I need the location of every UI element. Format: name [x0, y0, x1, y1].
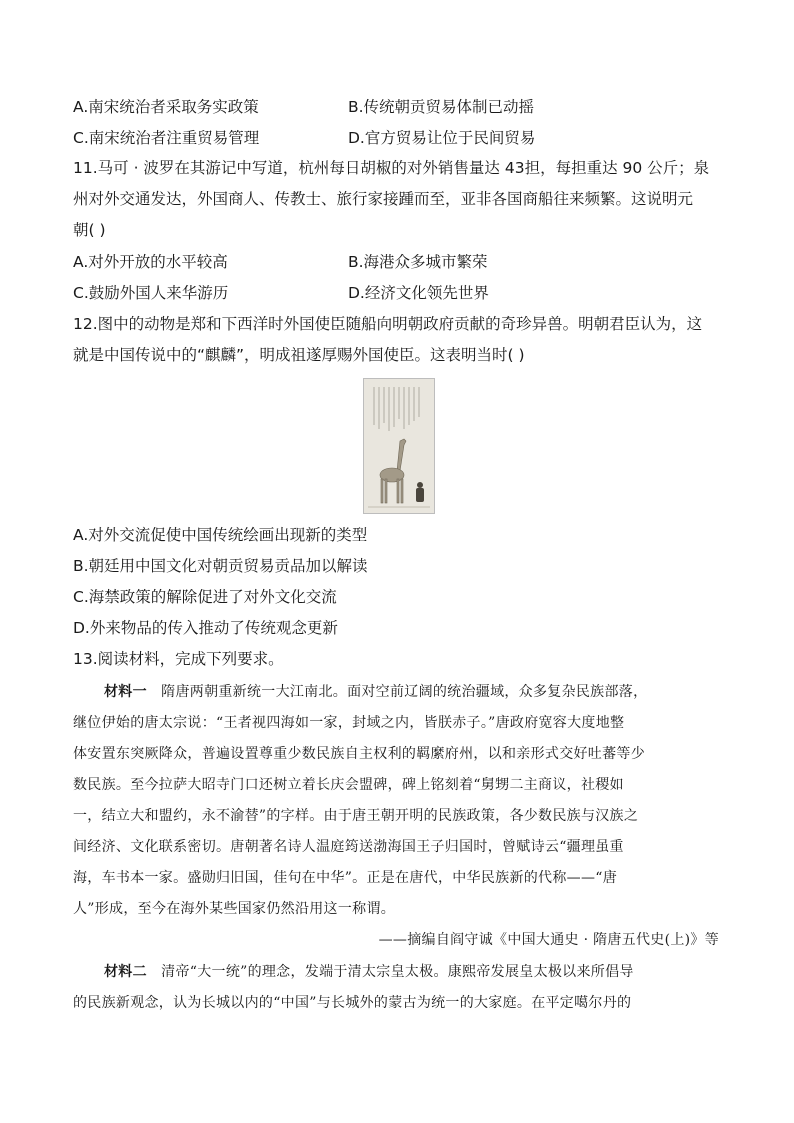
q12-stem-line-1: 12.图中的动物是郑和下西洋时外国使臣随船向明朝政府贡献的奇珍异兽。明朝君臣认为，这	[73, 315, 703, 333]
material-2-text-line-1: 清帝“大一统”的理念，发端于清太宗皇太极。康熙帝发展皇太极以来所倡导	[161, 964, 634, 980]
q11-option-a: A.对外开放的水平较高	[73, 253, 228, 271]
q12-option-b: B.朝廷用中国文化对朝贡贸易贡品加以解读	[73, 557, 368, 575]
material-2-label: 材料二	[104, 964, 147, 980]
q11-stem-line-1: 11.马可 · 波罗在其游记中写道，杭州每日胡椒的对外销售量达 43担，每担重达 90 公斤；泉	[73, 159, 710, 177]
giraffe-illustration-icon	[364, 379, 434, 513]
q13-stem: 13.阅读材料，完成下列要求。	[73, 650, 284, 668]
q11-stem-line-2: 州对外交通发达，外国商人、传教士、旅行家接踵而至，亚非各国商船往来频繁。这说明元	[73, 190, 694, 208]
material-2-first-line	[104, 962, 634, 982]
q12-option-a: A.对外交流促使中国传统绘画出现新的类型	[73, 526, 368, 544]
q11-option-c: C.鼓励外国人来华游历	[73, 284, 229, 302]
material-1-text-line-2: 继位伊始的唐太宗说：“王者视四海如一家，封域之内，皆朕赤子。”唐政府宽容大度地整	[73, 715, 625, 731]
material-1-text-line-3: 体安置东突厥降众，普遍设置尊重少数民族自主权利的羁縻府州，以和亲形式交好吐蕃等少	[73, 746, 645, 762]
q11-option-d: D.经济文化领先世界	[348, 284, 489, 302]
q10-option-b: B.传统朝贡贸易体制已动摇	[348, 98, 535, 116]
q12-option-c: C.海禁政策的解除促进了对外文化交流	[73, 588, 337, 606]
material-2-text-line-2: 的民族新观念，认为长城以内的“中国”与长城外的蒙古为统一的大家庭。在平定噶尔丹的	[73, 995, 632, 1011]
q12-stem-line-2: 就是中国传说中的“麒麟”，明成祖遂厚赐外国使臣。这表明当时( )	[73, 346, 525, 364]
q11-stem-line-3: 朝( )	[73, 221, 106, 239]
q10-option-row-1	[73, 97, 259, 117]
material-1-text-line-6: 间经济、文化联系密切。唐朝著名诗人温庭筠送渤海国王子归国时，曾赋诗云“疆理虽重	[73, 839, 624, 855]
material-1-text-line-7: 海，车书本一家。盛勋归旧国，佳句在中华”。正是在唐代，中华民族新的代称——“唐	[73, 870, 618, 886]
q10-option-d: D.官方贸易让位于民间贸易	[348, 129, 536, 147]
material-1-text-line-1: 隋唐两朝重新统一大江南北。面对空前辽阔的统治疆域，众多复杂民族部落，	[161, 684, 648, 700]
q10-option-a: A.南宋统治者采取务实政策	[73, 98, 259, 116]
q11-option-b: B.海港众多城市繁荣	[348, 253, 488, 271]
material-1-first-line	[104, 682, 647, 702]
q10-option-c: C.南宋统治者注重贸易管理	[73, 129, 260, 147]
material-1-text-line-8: 人”形成，至今在海外某些国家仍然沿用这一称谓。	[73, 901, 396, 917]
material-1-text-line-5: 一，结立大和盟约，永不渝替”的字样。由于唐王朝开明的民族政策，各少数民族与汉族之	[73, 808, 639, 824]
material-1-label: 材料一	[104, 684, 147, 700]
material-1-source: ——摘编自阎守诚《中国大通史 · 隋唐五代史(上)》等	[378, 932, 719, 948]
material-1-text-line-4: 数民族。至今拉萨大昭寺门口还树立着长庆会盟碑，碑上铭刻着“舅甥二主商议，社稷如	[73, 777, 624, 793]
q12-option-d: D.外来物品的传入推动了传统观念更新	[73, 619, 338, 637]
giraffe-painting-image	[363, 378, 435, 514]
